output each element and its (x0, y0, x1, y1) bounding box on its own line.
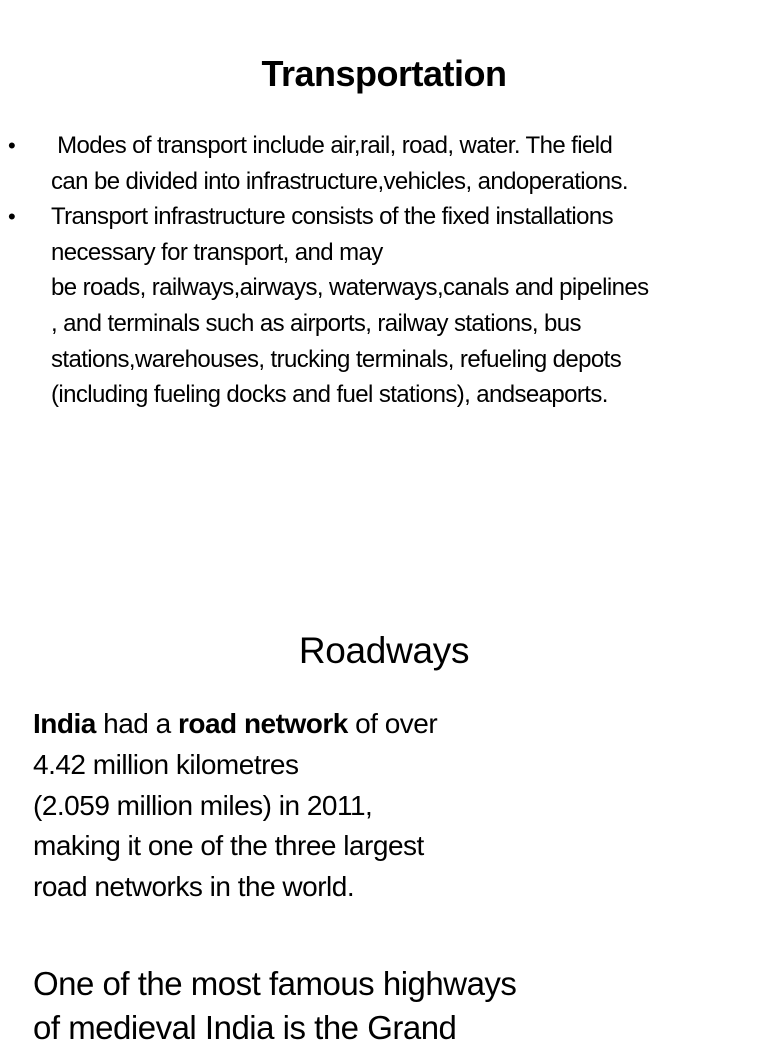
paragraph-line: road networks in the world. (33, 871, 355, 903)
bullet-marker: • (8, 204, 16, 230)
paragraph-line: (2.059 million miles) in 2011, (33, 789, 373, 821)
highway-paragraph (33, 962, 768, 1050)
bullet-line: can be divided into infrastructure,vehicles, andoperations. (51, 167, 628, 195)
bullet-line: stations,warehouses, trucking terminals, refueling depots (51, 345, 622, 373)
bullet-line: necessary for transport, and may (51, 238, 383, 266)
bullet-line: Transport infrastructure consists of the fixed installations (51, 203, 614, 231)
bullet-line: Modes of transport include air,rail, road, water. The field (51, 132, 613, 159)
roadways-paragraph (33, 704, 513, 908)
paragraph-line: 4.42 million kilometres (33, 748, 299, 780)
paragraph-line: of medieval India is the Grand (33, 1009, 457, 1046)
bullet-item-infrastructure (8, 199, 766, 413)
slide1-bullet-list (8, 128, 766, 413)
bullet-item-modes (8, 128, 766, 199)
bullet-line: (including fueling docks and fuel stations), andseaports. (51, 381, 608, 409)
paragraph-line: One of the most famous highways (33, 965, 517, 1002)
paragraph-text: had a (95, 708, 178, 739)
paragraph-text: of over (347, 708, 438, 739)
paragraph-line: making it one of the three largest (33, 830, 424, 862)
bullet-line: be roads, railways,airways, waterways,canals and pipelines (51, 274, 649, 302)
bullet-line: , and terminals such as airports, railway stations, bus (51, 309, 581, 337)
bullet-marker: • (8, 133, 16, 158)
paragraph-line (33, 704, 513, 745)
bold-road-network: road network (177, 708, 348, 739)
slide2-title: Roadways (298, 630, 470, 671)
bold-country: India (33, 708, 96, 739)
slide1-title: Transportation (261, 53, 507, 94)
